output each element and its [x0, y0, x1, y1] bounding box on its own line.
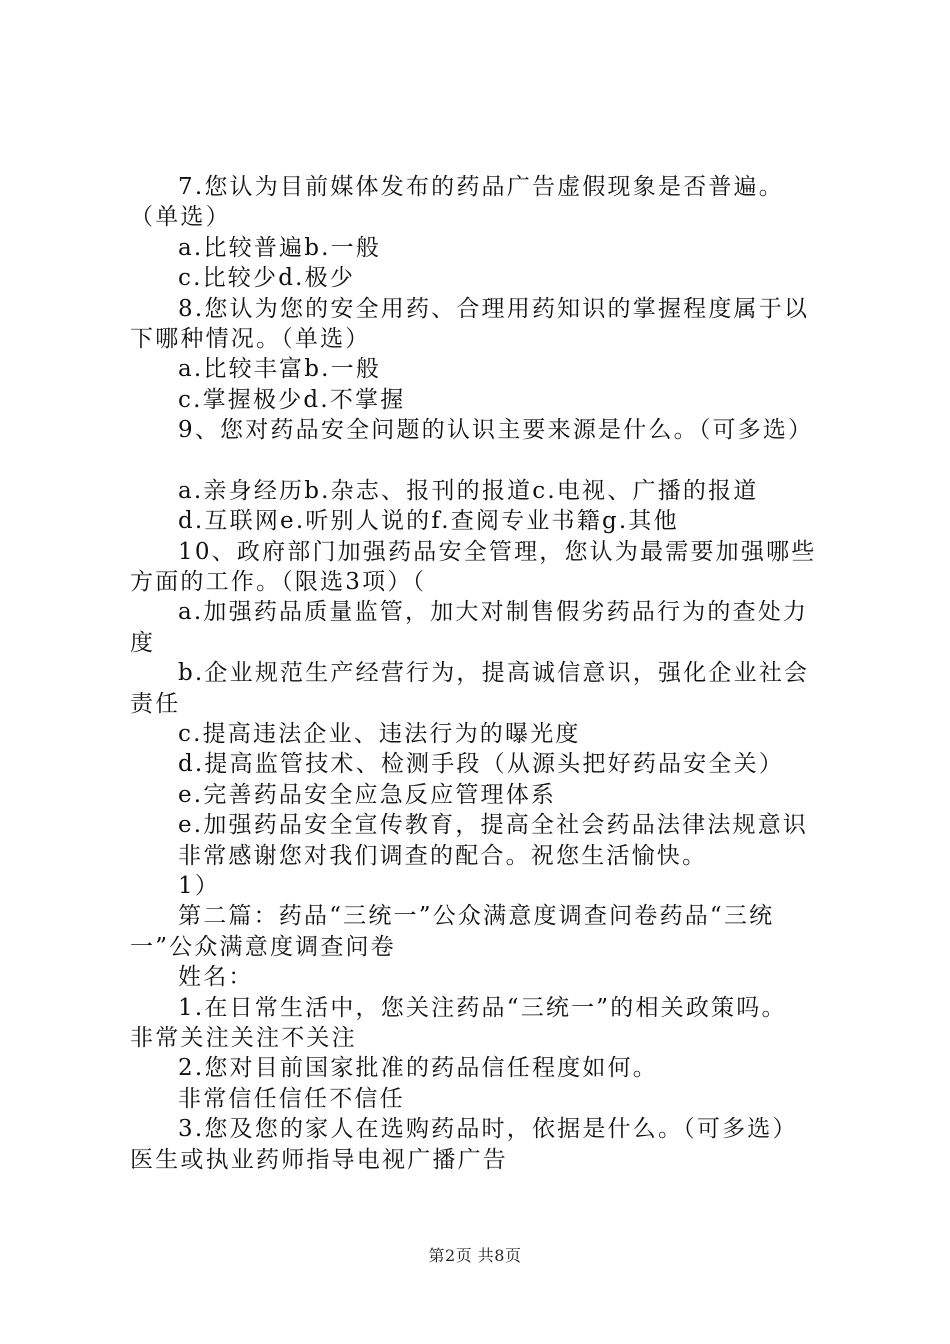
document-body [130, 172, 830, 1175]
question-10-text: 10、政府部门加强药品安全管理，您认为最需要加强哪些 [178, 538, 817, 565]
question-10-option-b-cont: 责任 [130, 690, 181, 717]
survey-question-1-options: 非常关注关注不关注 [130, 1024, 357, 1051]
survey-question-1: 1.在日常生活中，您关注药品“三统一”的相关政策吗。 [178, 994, 787, 1021]
page-footer: 第2页 共8页 [428, 1246, 522, 1265]
question-10-option-d: d.提高监管技术、检测手段（从源头把好药品安全关） [178, 751, 785, 778]
question-8-options-ab: a.比较丰富b.一般 [178, 356, 382, 383]
question-9-options-defg: d.互联网e.听别人说的f.查阅专业书籍g.其他 [178, 508, 679, 535]
question-9-options-abc: a.亲身经历b.杂志、报刊的报道c.电视、广播的报道 [178, 477, 759, 504]
question-10-option-e2: e.加强药品安全宣传教育，提高全社会药品法律法规意识 [178, 812, 809, 839]
survey-question-3-options: 医生或执业药师指导电视广播广告 [130, 1146, 508, 1173]
survey-question-3: 3.您及您的家人在选购药品时，依据是什么。（可多选） [178, 1116, 798, 1143]
question-10-option-b: b.企业规范生产经营行为，提高诚信意识，强化企业社会 [178, 660, 810, 687]
blank-line [130, 446, 830, 476]
list-marker: 1） [178, 872, 221, 899]
section-2-title-cont: 一”公众满意度调查问卷 [130, 933, 396, 960]
question-8-text-cont: 下哪种情况。（单选） [130, 325, 371, 352]
question-7-text: 7.您认为目前媒体发布的药品广告虚假现象是否普遍。 [178, 174, 784, 200]
survey-question-2: 2.您对目前国家批准的药品信任程度如何。 [178, 1055, 658, 1082]
question-10-option-a-cont: 度 [130, 629, 156, 656]
thank-you-note: 非常感谢您对我们调查的配合。祝您生活愉快。 [178, 842, 708, 869]
question-10-option-c: c.提高违法企业、违法行为的曝光度 [178, 721, 581, 748]
question-9-text: 9、您对药品安全问题的认识主要来源是什么。（可多选） [178, 417, 814, 444]
question-8-text: 8.您认为您的安全用药、合理用药知识的掌握程度属于以 [178, 295, 810, 322]
survey-question-2-options: 非常信任信任不信任 [178, 1085, 405, 1112]
question-10-option-a: a.加强药品质量监管，加大对制售假劣药品行为的查处力 [178, 599, 809, 626]
question-10-option-e1: e.完善药品安全应急反应管理体系 [178, 781, 557, 808]
question-7-options-cd: c.比较少d.极少 [178, 265, 356, 292]
question-8-options-cd: c.掌握极少d.不掌握 [178, 386, 406, 413]
question-7-options-ab: a.比较普遍b.一般 [178, 234, 382, 261]
name-field-label: 姓名： [178, 964, 254, 991]
question-10-text-cont: 方面的工作。（限选3项）（ [130, 569, 427, 596]
question-7-type: （单选） [130, 204, 231, 231]
section-2-title: 第二篇：药品“三统一”公众满意度调查问卷药品“三统 [178, 903, 775, 930]
